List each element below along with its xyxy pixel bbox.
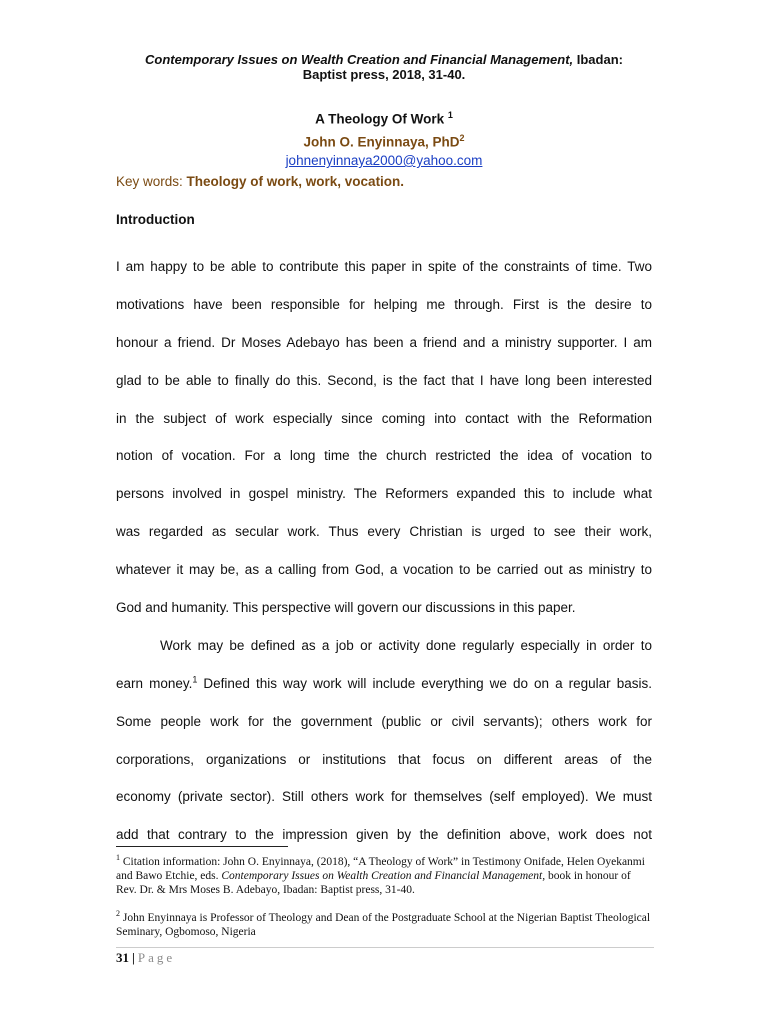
paragraph-line-segment: Defined this way work will include everything we do on a regular basis. — [197, 675, 652, 691]
footnote-number: 2 — [116, 908, 120, 918]
body-text — [116, 248, 652, 854]
paragraph-line: I am happy to be able to contribute this paper in spite of the constraints of time. Two — [116, 259, 652, 274]
page-number: 31 — [116, 950, 129, 965]
keywords-label: Key words: — [116, 174, 187, 189]
paragraph-line: add that contrary to the impression given by the definition above, work does not — [116, 827, 652, 843]
page-word: Page — [137, 950, 176, 965]
citation-publisher: Baptist press, 2018, 31-40. — [302, 67, 466, 82]
footnote-number: 1 — [116, 853, 120, 862]
footnote-text: book in honour of Rev. Dr. & Mrs Moses B. Adebayo, Ibadan: Baptist press, 31-40. — [116, 869, 631, 896]
body-footnote-ref[interactable]: 1 — [192, 674, 198, 685]
footnote-text: John Enyinnaya is Professor of Theology and Dean of the Postgraduate School at the Nigerian Baptist Theological Seminary, Ogbomoso, Nigeria — [116, 911, 651, 938]
author-name-text: John O. Enyinnaya, PhD — [303, 134, 460, 149]
citation-book-title: Contemporary Issues on Wealth Creation and Financial Management, — [145, 52, 574, 67]
paragraph-line: corporations, organizations or institutions that focus on different areas of the — [116, 751, 652, 767]
paper-title — [0, 106, 768, 129]
footer-divider — [116, 947, 654, 948]
paragraph-line: God and humanity. This perspective will govern our discussions in this paper. — [116, 600, 576, 616]
paragraph-line: notion of vocation. For a long time the church restricted the idea of vocation to — [116, 448, 652, 464]
title-block — [0, 106, 768, 170]
paragraph-line: was regarded as secular work. Thus every Christian is urged to see their work, — [116, 524, 652, 540]
author-footnote-ref[interactable]: 2 — [459, 132, 465, 143]
keywords-value: Theology of work, work, vocation. — [186, 174, 405, 189]
paragraph-line: whatever it may be, as a calling from God, a vocation to be carried out as ministry to — [116, 562, 652, 578]
footnote-text: Citation information: John O. Enyinnaya, (2018), “A Theology of Work” in Testimony Onifade, Helen Oyekanmi and Bawo Etchie, eds. — [116, 855, 645, 882]
keywords — [116, 174, 404, 189]
paper-title-text: A Theology Of Work — [315, 111, 448, 127]
footnote-1 — [116, 851, 652, 897]
paragraph-line: Some people work for the government (public or civil servants); others work for — [116, 713, 652, 729]
paragraph-line: persons involved in gospel ministry. The Reformers expanded this to include what — [116, 486, 652, 502]
page-footer — [116, 950, 175, 966]
paragraph-line: Work may be defined as a job or activity done regularly especially in order to — [160, 637, 652, 653]
paragraph-line: motivations have been responsible for helping me through. First is the desire to — [116, 296, 652, 312]
paragraph-line: economy (private sector). Still others work for themselves (self employed). We must — [116, 789, 652, 805]
citation-header — [100, 52, 668, 82]
paragraph-line: glad to be able to finally do this. Second, is the fact that I have long been interested — [116, 372, 652, 388]
paragraph-line: honour a friend. Dr Moses Adebayo has been a friend and a ministry supporter. I am — [116, 334, 652, 350]
section-heading: Introduction — [116, 212, 195, 227]
footnote-2 — [116, 907, 652, 939]
paragraph-line — [116, 665, 652, 703]
footnote-book-title: Contemporary Issues on Wealth Creation and Financial Management, — [221, 869, 546, 882]
footer-separator: | — [132, 950, 135, 965]
title-footnote-ref[interactable]: 1 — [447, 110, 453, 120]
author-name — [0, 129, 768, 152]
author-email-link[interactable]: johnenyinnaya2000@yahoo.com — [285, 153, 483, 168]
paragraph-line-segment: earn money. — [116, 675, 193, 691]
footnote-divider — [116, 846, 288, 847]
citation-place: Ibadan: — [573, 52, 623, 67]
footnotes — [116, 851, 652, 949]
paragraph-line: in the subject of work especially since coming into contact with the Reformation — [116, 410, 652, 426]
